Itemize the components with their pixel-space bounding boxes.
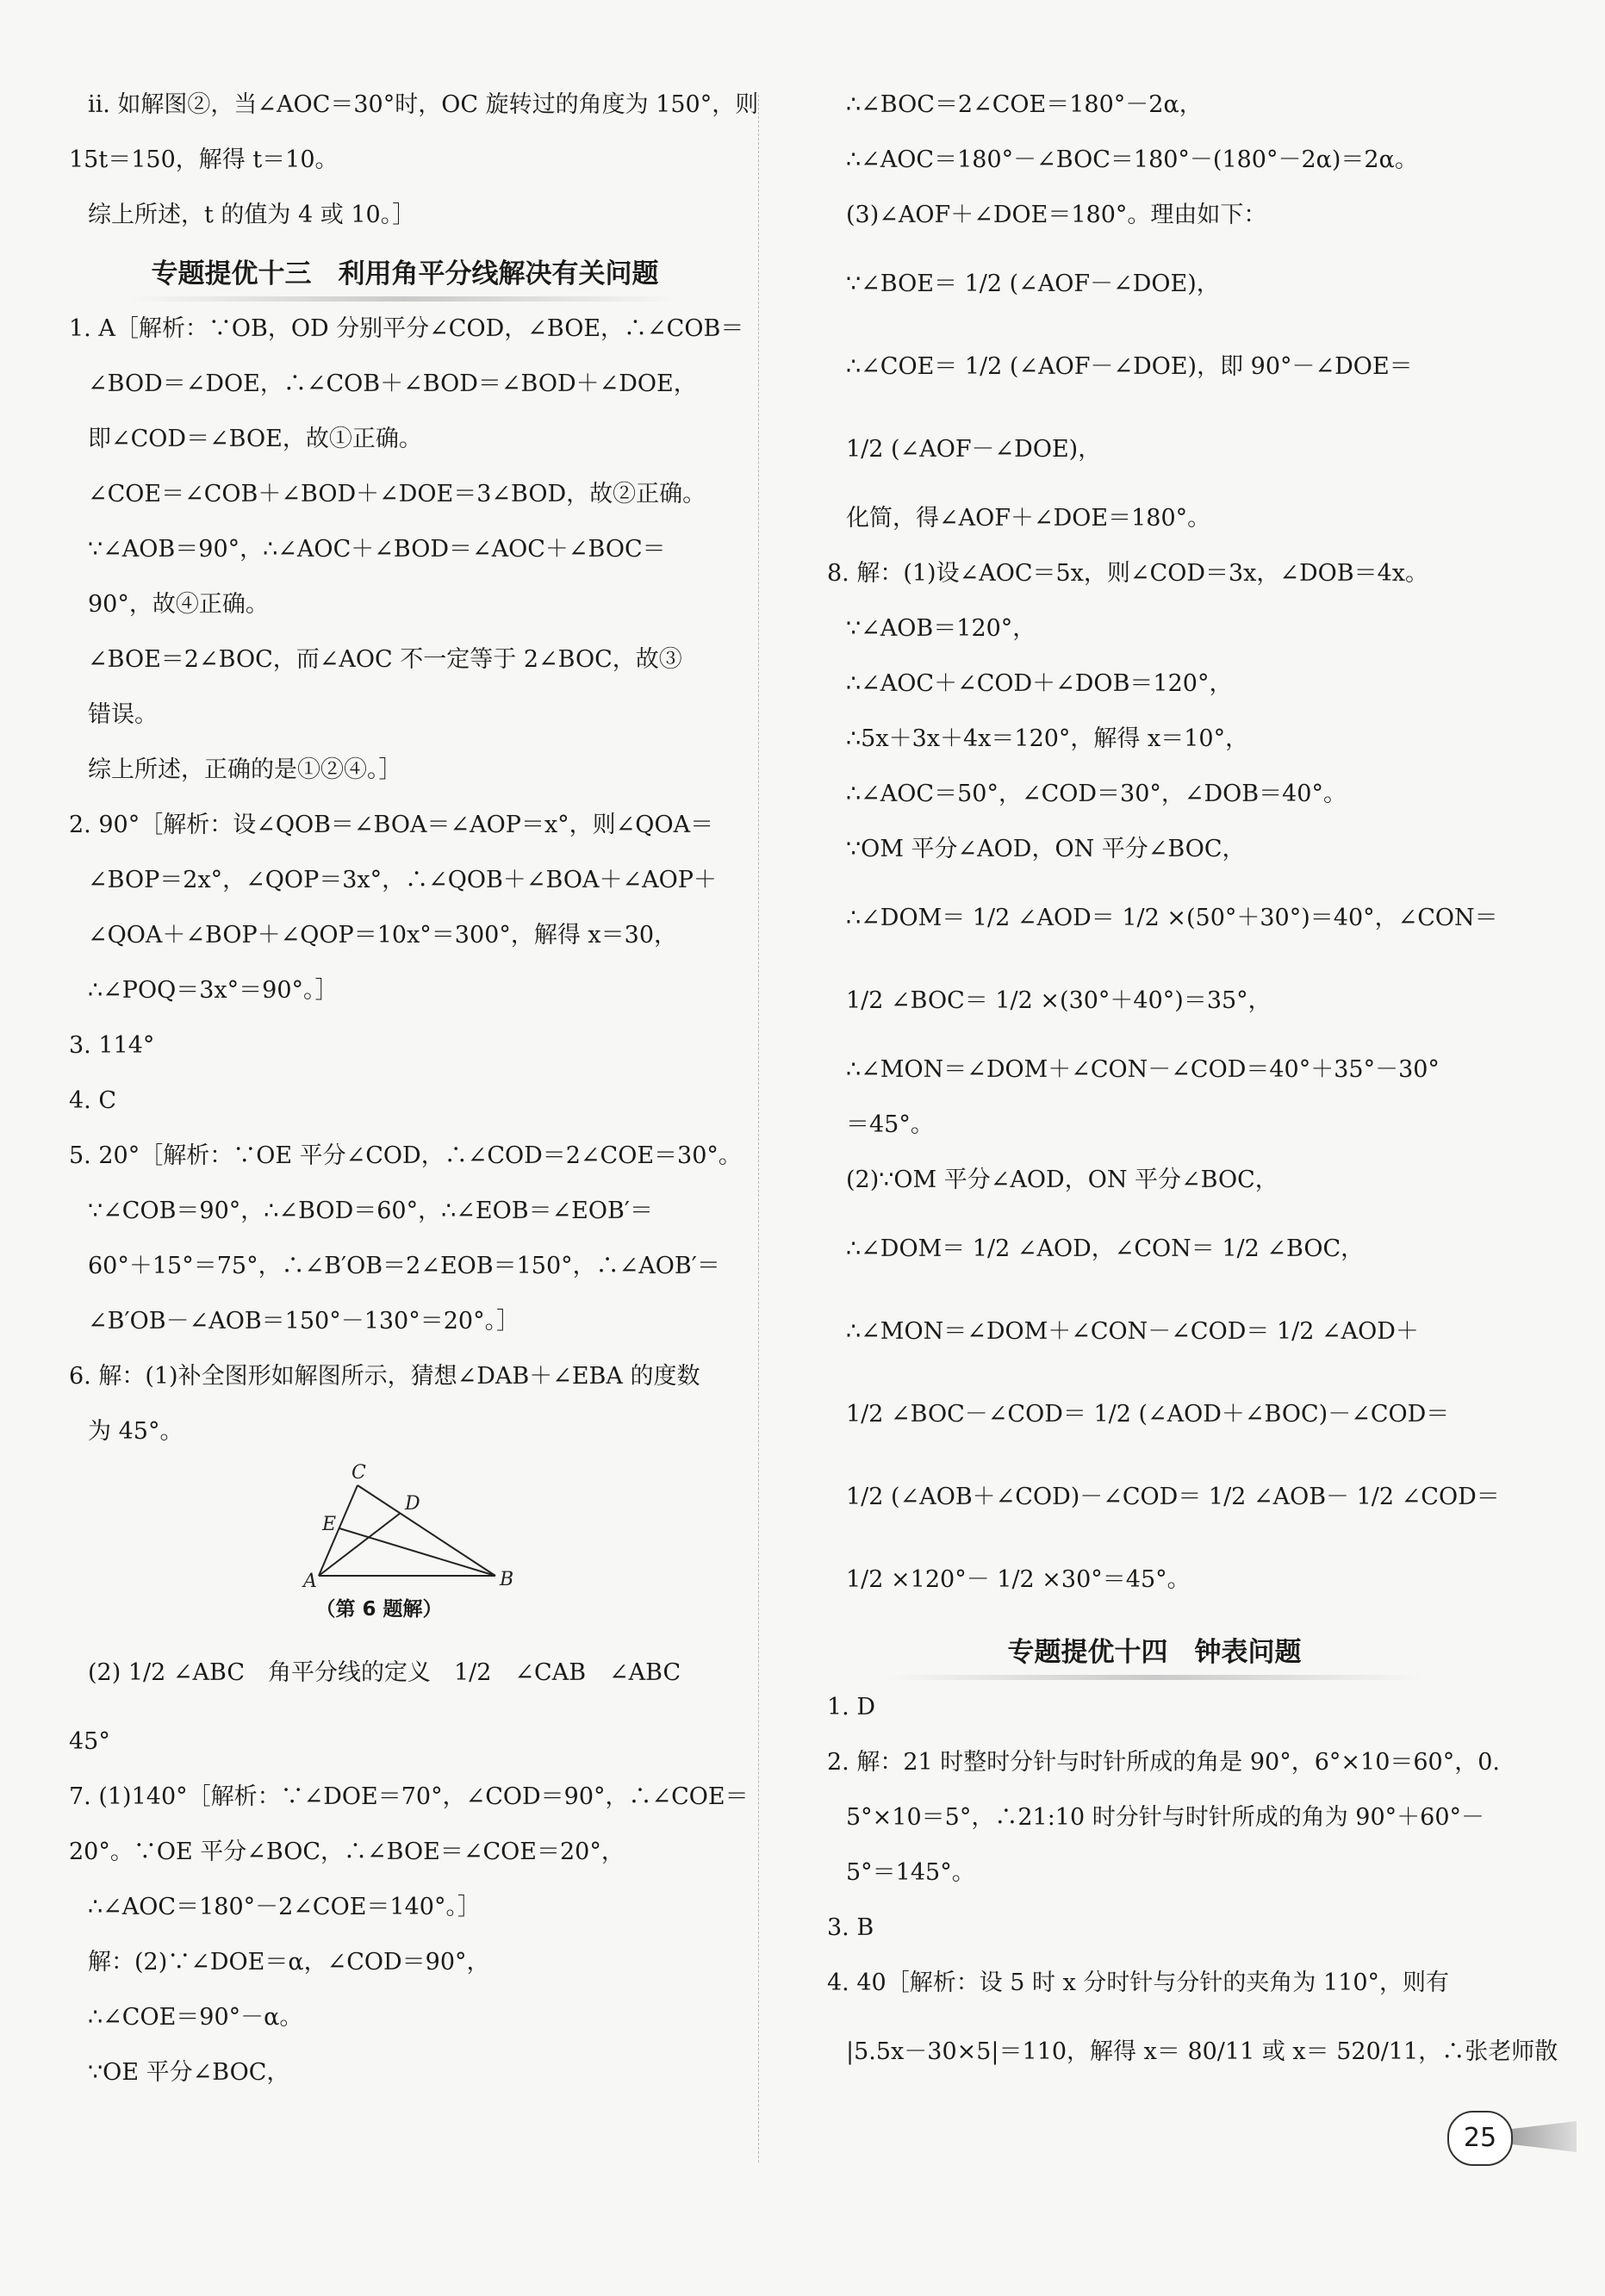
text-line: ∠BOD＝∠DOE，∴∠COB＋∠BOD＝∠BOD＋∠DOE，: [88, 370, 697, 397]
answer-2: 2. 解：21 时整时分针与时针所成的角是 90°，6°×10＝60°，0.: [827, 1749, 1500, 1776]
label-c: C: [351, 1462, 366, 1484]
text-line: ∴∠POQ＝3x°＝90°。］: [88, 977, 339, 1004]
page-number: 25: [1447, 2111, 1513, 2166]
text-line: 45°: [69, 1728, 110, 1755]
text-line: ∴∠AOC＋∠COD＋∠DOB＝120°，: [846, 670, 1233, 697]
figure-caption: （第 6 题解）: [315, 1598, 443, 1621]
text-line: ∵∠COB＝90°，∴∠BOD＝60°，∴∠EOB＝∠EOB′＝: [88, 1198, 654, 1224]
text-line: ∵OE 平分∠BOC，: [88, 2059, 290, 2086]
text-line: ∴∠DOM＝ 1/2 ∠AOD，∠CON＝ 1/2 ∠BOC，: [846, 1235, 1365, 1262]
line-eb: [339, 1528, 495, 1576]
text-line: 1/2 ∠BOC＝ 1/2 ×(30°＋40°)＝35°，: [846, 987, 1272, 1014]
text-line: (3)∠AOF＋∠DOE＝180°。理由如下：: [846, 202, 1267, 228]
left-column: [69, 78, 759, 2100]
right-column: [827, 78, 1558, 2094]
text-line: ∠COE＝∠COB＋∠BOD＋∠DOE＝3∠BOD，故②正确。: [88, 481, 706, 507]
text-line: 错误。: [88, 701, 158, 728]
section-title-text: 专题提优十四 钟表问题: [1007, 1637, 1302, 1668]
text-line: ∴∠COE＝ 1/2 (∠AOF－∠DOE)，即 90°－∠DOE＝: [846, 353, 1413, 380]
answer-4: 4. C: [69, 1087, 117, 1114]
text-line: ∴∠AOC＝180°－∠BOC＝180°－(180°－2α)＝2α。: [846, 146, 1418, 173]
text-line: ∵∠AOB＝90°，∴∠AOC＋∠BOD＝∠AOC＋∠BOC＝: [88, 536, 666, 563]
text-line: 5°＝145°。: [846, 1859, 975, 1886]
text-line: ∠BOE＝2∠BOC，而∠AOC 不一定等于 2∠BOC，故③: [88, 646, 682, 673]
text-line: 即∠COD＝∠BOE，故①正确。: [88, 426, 422, 452]
text-line: 综上所述，t 的值为 4 或 10。］: [88, 202, 416, 228]
text-line: 1/2 ×120°－ 1/2 ×30°＝45°。: [846, 1566, 1191, 1593]
text-line: ∴∠AOC＝180°－2∠COE＝140°。］: [88, 1894, 481, 1920]
text-line: 15t＝150，解得 t＝10。: [69, 146, 339, 173]
text-line: 综上所述，正确的是①②④。］: [88, 756, 402, 783]
text-line: ∴∠MON＝∠DOM＋∠CON－∠COD＝40°＋35°－30°: [846, 1056, 1440, 1083]
answer-2: 2. 90°［解析：设∠QOB＝∠BOA＝∠AOP＝x°，则∠QOA＝: [69, 812, 714, 838]
label-e: E: [322, 1514, 337, 1535]
text-line: ∴∠MON＝∠DOM＋∠CON－∠COD＝ 1/2 ∠AOD＋: [846, 1318, 1419, 1345]
section-title-14: [827, 1621, 1482, 1680]
answer-7: 7. (1)140°［解析：∵∠DOE＝70°，∠COD＝90°，∴∠COE＝: [69, 1783, 749, 1810]
text-line: ∴5x＋3x＋4x＝120°，解得 x＝10°，: [846, 725, 1249, 752]
answer-6: 6. 解：(1)补全图形如解图所示，猜想∠DAB＋∠EBA 的度数: [69, 1363, 700, 1390]
text-line: 1/2 ∠BOC－∠COD＝ 1/2 (∠AOD＋∠BOC)－∠COD＝: [846, 1401, 1450, 1428]
text-line: ∴∠AOC＝50°，∠COD＝30°，∠DOB＝40°。: [846, 781, 1347, 807]
text-line: 为 45°。: [88, 1418, 184, 1445]
triangle-diagram: [267, 1459, 543, 1589]
answer-4: 4. 40［解析：设 5 时 x 分时针与分针的夹角为 110°，则有: [827, 1969, 1450, 1996]
text-line: ∵∠BOE＝ 1/2 (∠AOF－∠DOE)，: [846, 271, 1220, 297]
answer-1: 1. D: [827, 1694, 875, 1720]
text-line: 90°，故④正确。: [88, 591, 269, 618]
text-line: ∵∠AOB＝120°，: [846, 615, 1036, 642]
text-line: 1/2 (∠AOB＋∠COD)－∠COD＝ 1/2 ∠AOB－ 1/2 ∠COD＝: [846, 1484, 1500, 1510]
text-line: 1/2 (∠AOF－∠DOE)，: [846, 436, 1102, 463]
text-line: ∴∠COE＝90°－α。: [88, 2004, 303, 2031]
text-line: (2)∵OM 平分∠AOD，ON 平分∠BOC，: [846, 1167, 1278, 1193]
label-a: A: [303, 1571, 317, 1589]
text-line: ⅱ. 如解图②，当∠AOC＝30°时，OC 旋转过的角度为 150°，则: [88, 91, 759, 118]
text-line: 解：(2)∵∠DOE＝α，∠COD＝90°，: [88, 1949, 490, 1976]
text-line: ∠BOP＝2x°，∠QOP＝3x°，∴∠QOB＋∠BOA＋∠AOP＋: [88, 867, 717, 893]
text-line: 20°。∵OE 平分∠BOC，∴∠BOE＝∠COE＝20°，: [69, 1839, 625, 1865]
label-d: D: [405, 1493, 420, 1515]
text-line: ∴∠BOC＝2∠COE＝180°－2α，: [846, 91, 1203, 118]
answer-5: 5. 20°［解析：∵OE 平分∠COD，∴∠COD＝2∠COE＝30°。: [69, 1142, 742, 1169]
text-line: (2) 1/2 ∠ABC 角平分线的定义 1/2 ∠CAB ∠ABC: [88, 1659, 681, 1686]
text-line: 60°＋15°＝75°，∴∠B′OB＝2∠EOB＝150°，∴∠AOB′＝: [88, 1253, 720, 1279]
text-line: ∠B′OB－∠AOB＝150°－130°＝20°。］: [88, 1308, 520, 1335]
answer-8: 8. 解：(1)设∠AOC＝5x，则∠COD＝3x，∠DOB＝4x。: [827, 560, 1429, 587]
section-title-13: [69, 243, 741, 302]
section-title-text: 专题提优十三 利用角平分线解决有关问题: [151, 258, 659, 289]
text-line: ＝45°。: [846, 1111, 934, 1138]
triangle-figure: [69, 1459, 741, 1632]
answer-3: 3. B: [827, 1914, 874, 1941]
text-line: 化简，得∠AOF＋∠DOE＝180°。: [846, 505, 1211, 532]
text-line: ∵OM 平分∠AOD，ON 平分∠BOC，: [846, 836, 1246, 862]
answer-1: 1. A［解析：∵OB，OD 分别平分∠COD，∠BOE，∴∠COB＝: [69, 315, 744, 342]
text-line: 5°×10＝5°，∴21:10 时分针与时针所成的角为 90°＋60°－: [846, 1804, 1485, 1831]
text-line: ∠QOA＋∠BOP＋∠QOP＝10x°＝300°，解得 x＝30，: [88, 922, 678, 949]
answer-3: 3. 114°: [69, 1032, 155, 1059]
label-b: B: [500, 1569, 514, 1589]
column-divider: [758, 95, 759, 2162]
text-line: |5.5x－30×5|＝110，解得 x＝ 80/11 或 x＝ 520/11，∴张老师散: [846, 2038, 1558, 2065]
text-line: ∴∠DOM＝ 1/2 ∠AOD＝ 1/2 ×(50°＋30°)＝40°，∠CON＝: [846, 905, 1498, 931]
